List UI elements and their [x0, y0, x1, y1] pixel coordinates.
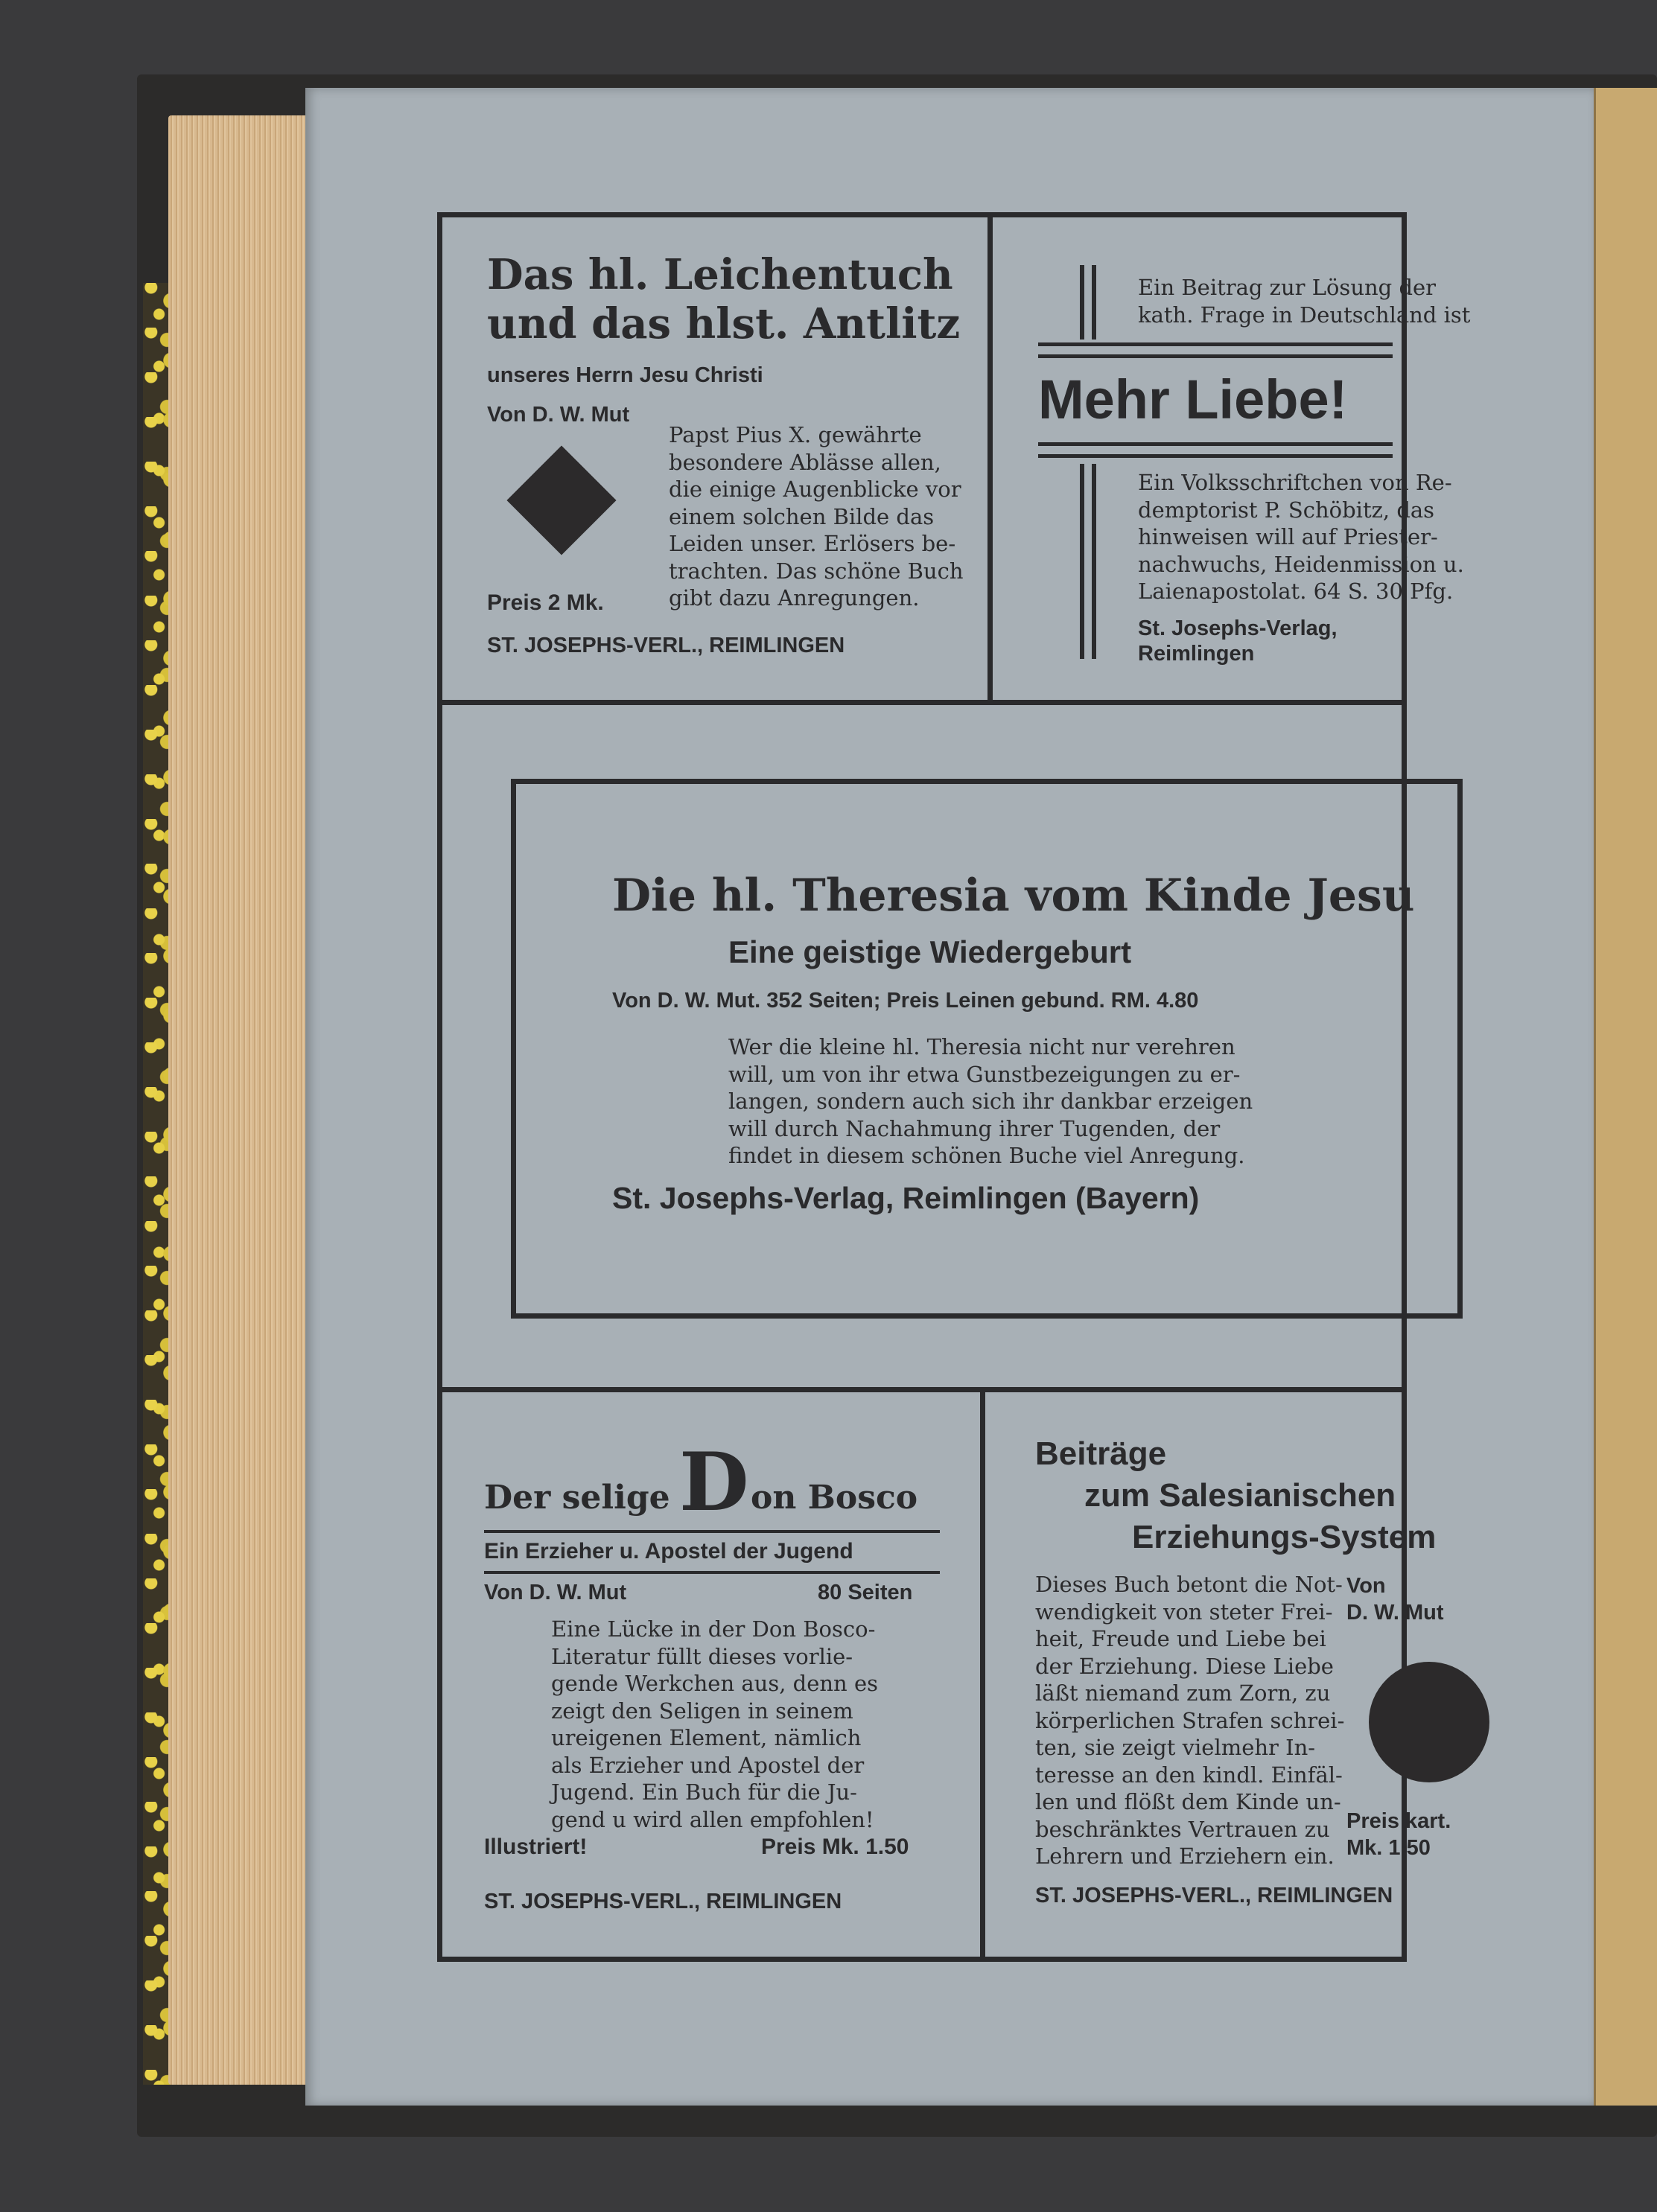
ad4-title-post: on Bosco — [751, 1479, 918, 1517]
ad2-rule-v1 — [1080, 265, 1084, 340]
divider-bottom-row — [437, 1387, 1407, 1392]
ad4-price: Preis Mk. 1.50 — [761, 1835, 909, 1859]
ad2-rule-v2 — [1092, 265, 1096, 340]
ad1-title-line1: Das hl. Leichentuch — [487, 250, 953, 299]
facing-page-edge — [1594, 88, 1657, 2106]
ad2-rule-h4 — [1038, 454, 1393, 458]
ad1-body: Papst Pius X. gewährte besondere Ablässe allen, die einige Augenblicke vor einem solchen Bilde das Leiden unser. Erlösers be- trachten. Das schöne Buch gibt dazu Anregungen. — [669, 422, 964, 611]
ad2-intro: Ein Beitrag zur Lösung der kath. Frage in Deutschland ist — [1138, 275, 1471, 328]
ad1-subtitle: unseres Herrn Jesu Christi — [487, 363, 763, 387]
ad5-circle-ornament — [1369, 1662, 1489, 1782]
ad2-rule-v3 — [1080, 464, 1084, 659]
ad5-author-line1: Von — [1346, 1574, 1386, 1598]
page-edges — [168, 115, 317, 2085]
ad4-publisher: ST. JOSEPHS-VERL., REIMLINGEN — [484, 1890, 842, 1913]
ad4-title-pre: Der selige — [484, 1479, 670, 1517]
frame-bottom — [437, 1957, 1407, 1962]
ad4-pages: 80 Seiten — [818, 1581, 913, 1604]
ad5-title-line2: zum Salesianischen — [1084, 1477, 1396, 1514]
frame-left — [437, 212, 442, 1962]
ad4-body: Eine Lücke in der Don Bosco- Literatur füllt dieses vorlie- gende Werkchen aus, denn es zeigt den Seligen in seinem ureigenen Element, nämlich als Erzieher und Apostel der Jugend. Ein Buch für die Ju- gend u wird allen empfohlen! — [551, 1616, 878, 1832]
ad2-rule-v4 — [1092, 464, 1096, 659]
ad5-title-line1: Beiträge — [1035, 1435, 1167, 1472]
ad1-publisher: ST. JOSEPHS-VERL., REIMLINGEN — [487, 634, 845, 657]
ad4-author: Von D. W. Mut — [484, 1581, 627, 1604]
scanned-page — [305, 88, 1594, 2106]
ad4-title-initial: D — [679, 1435, 749, 1529]
ad1-title-line2: und das hlst. Antlitz — [487, 299, 961, 348]
frame-top — [437, 212, 1407, 217]
ad3-details: Von D. W. Mut. 352 Seiten; Preis Leinen gebund. RM. 4.80 — [612, 989, 1199, 1013]
ad1-author: Von D. W. Mut — [487, 403, 630, 427]
ad5-price-line2: Mk. 1.50 — [1346, 1836, 1431, 1860]
ad3-subtitle: Eine geistige Wiedergeburt — [728, 934, 1132, 969]
ad2-title: Mehr Liebe! — [1038, 369, 1348, 430]
ad5-author-line2: D. W. Mut — [1346, 1601, 1444, 1625]
ad5-title-line3: Erziehungs-System — [1132, 1519, 1437, 1555]
ad3-title: Die hl. Theresia vom Kinde Jesu — [612, 870, 1415, 922]
ad2-publisher-line1: St. Josephs-Verlag, — [1138, 616, 1338, 640]
ad2-rule-h3 — [1038, 442, 1393, 446]
ad1-diamond-ornament — [506, 445, 616, 555]
ad4-rule-top — [484, 1530, 940, 1533]
ad2-body: Ein Volksschriftchen von Re- demptorist P. Schöbitz, das hinweisen will auf Priester- nachwuchs, Heidenmission u. Laienapostolat. 64 S. 30 Pfg. — [1138, 470, 1464, 604]
ad1-price: Preis 2 Mk. — [487, 590, 604, 615]
ad4-subtitle: Ein Erzieher u. Apostel der Jugend — [484, 1539, 853, 1564]
ad5-publisher: ST. JOSEPHS-VERL., REIMLINGEN — [1035, 1884, 1393, 1907]
ad5-body: Dieses Buch betont die Not- wendigkeit von steter Frei- heit, Freude und Liebe bei der Erziehung. Diese Liebe läßt niemand zum Zorn, zu körperlichen Strafen schrei- ten, sie zeigt vielmehr In- teresse an den kindl. Einfäl- len und flößt dem Kinde un- beschränktes Vertrauen zu Lehrern und Erziehern ein. — [1035, 1572, 1345, 1869]
ad3-publisher: St. Josephs-Verlag, Reimlingen (Bayern) — [612, 1181, 1200, 1215]
ad2-rule-h2 — [1038, 354, 1393, 358]
ad2-rule-h1 — [1038, 342, 1393, 346]
divider-top-row — [437, 700, 1407, 705]
ad4-illustrated: Illustriert! — [484, 1835, 588, 1859]
ad3-body: Wer die kleine hl. Theresia nicht nur verehren will, um von ihr etwa Gunstbezeigungen zu er- langen, sondern auch sich ihr dankbar erzeigen will durch Nachahmung ihrer Tugenden, der findet in diesem schönen Buche viel Anregung. — [728, 1034, 1253, 1168]
divider-bottom-col — [980, 1387, 985, 1960]
ad4-rule-bottom — [484, 1571, 940, 1574]
ad2-publisher-line2: Reimlingen — [1138, 642, 1255, 666]
ad5-price-line1: Preis kart. — [1346, 1809, 1451, 1833]
divider-top-col — [987, 212, 993, 704]
